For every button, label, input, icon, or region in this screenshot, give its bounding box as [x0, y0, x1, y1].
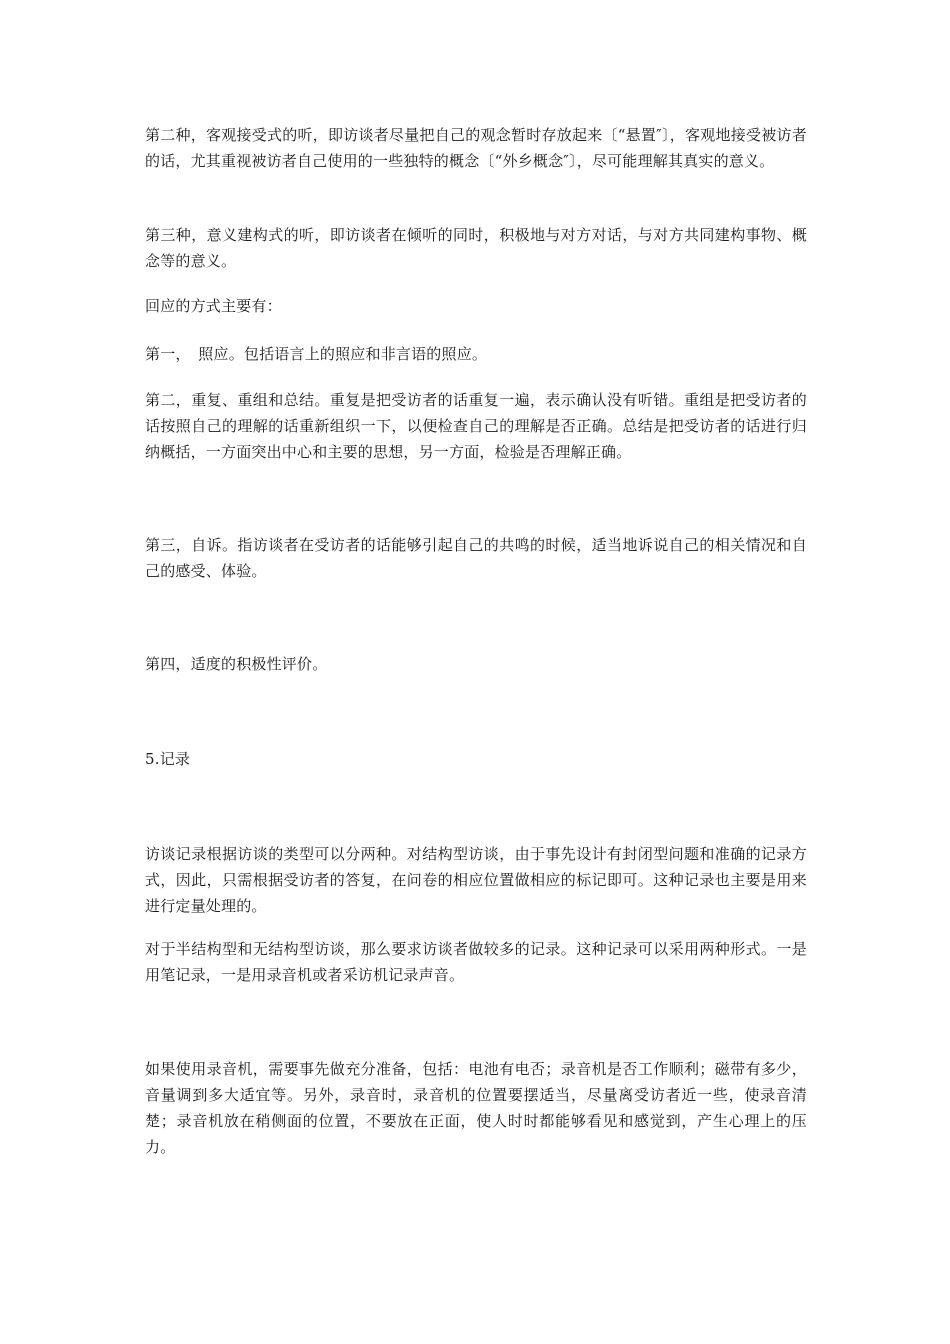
paragraph-response-methods-heading: 回应的方式主要有： — [145, 297, 282, 315]
paragraph-recording-types: 访谈记录根据访谈的类型可以分两种。对结构型访谈，由于事先设计有封闭型问题和准确的记录方式，因此，只需根据受访者的答复，在问卷的相应位置做相应的标记即可。这种记录也主要是用来进行定量处理的。 — [145, 845, 807, 915]
paragraph-objective-listening: 第二种，客观接受式的听，即访谈者尽量把自己的观念暂时存放起来〔“悬置″〕，客观地接受被访者的话，尤其重视被访者自己使用的一些独特的概念〔“外乡概念″〕，尽可能理解其真实的意义。 — [145, 126, 807, 170]
paragraph-tape-recorder: 如果使用录音机，需要事先做充分准备，包括：电池有电否；录音机是否工作顺利；磁带有多少，音量调到多大适宜等。另外，录音时，录音机的位置要摆适当，尽量离受访者近一些，使录音清楚；录音机放在稍侧面的位置，不要放在正面，使人时时都能够看见和感觉到，产生心理上的压力。 — [145, 1060, 807, 1156]
paragraph-response-second: 第二，重复、重组和总结。重复是把受访者的话重复一遍，表示确认没有听错。重组是把受访者的话按照自己的理解的话重新组织一下，以便检查自己的理解是否正确。总结是把受访者的话进行归纳概括，一方面突出中心和主要的思想，另一方面，检验是否理解正确。 — [145, 391, 807, 461]
paragraph-semi-structured-recording: 对于半结构型和无结构型访谈，那么要求访谈者做较多的记录。这种记录可以采用两种形式。一是用笔记录，一是用录音机或者采访机记录声音。 — [145, 940, 807, 984]
paragraph-response-fourth: 第四，适度的积极性评价。 — [145, 655, 328, 673]
paragraph-response-first: 第一， 照应。包括语言上的照应和非言语的照应。 — [145, 345, 488, 363]
section-heading-recording: 5.记录 — [145, 750, 191, 768]
paragraph-constructive-listening: 第三种，意义建构式的听，即访谈者在倾听的同时，积极地与对方对话，与对方共同建构事物、概念等的意义。 — [145, 226, 807, 270]
paragraph-response-third: 第三，自诉。指访谈者在受访者的话能够引起自己的共鸣的时候，适当地诉说自己的相关情况和自己的感受、体验。 — [145, 536, 807, 580]
